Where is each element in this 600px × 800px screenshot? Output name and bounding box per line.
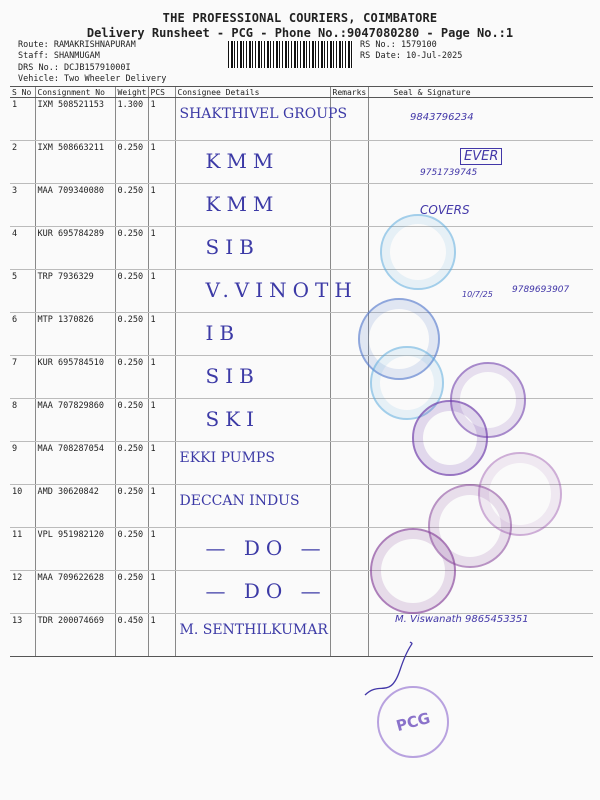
row-weight: 0.250 (115, 270, 148, 313)
row-pcs: 1 (148, 270, 175, 313)
row-remarks (330, 485, 368, 528)
rs-number: RS No.: 1579100 (360, 40, 437, 50)
row-weight: 0.250 (115, 356, 148, 399)
row-sno: 12 (10, 571, 35, 614)
barcode (228, 41, 353, 68)
row-remarks (330, 528, 368, 571)
row-consignee (175, 571, 330, 614)
stamp-bank-1 (380, 214, 456, 290)
consignee-handwriting: SIB (205, 364, 260, 388)
row-pcs: 1 (148, 141, 175, 184)
row-seal-signature (368, 98, 593, 141)
consignee-handwriting: SHAKTHIVEL GROUPS (179, 106, 348, 122)
row-weight: 1.300 (115, 98, 148, 141)
consignee-handwriting: KMM (205, 192, 280, 216)
row-remarks (330, 442, 368, 485)
row-consignment-no: MAA 709340080 (35, 184, 115, 227)
row-pcs: 1 (148, 399, 175, 442)
consignee-handwriting: — DO — (205, 579, 327, 603)
row-pcs: 1 (148, 227, 175, 270)
drs-label: DRS No.: DCJB15791000I (18, 63, 131, 73)
table-row (10, 270, 593, 313)
consignee-handwriting: V.VINOTH (205, 278, 358, 302)
table-row (10, 184, 593, 227)
row-consignee (175, 227, 330, 270)
row-pcs: 1 (148, 571, 175, 614)
stamp-ekki (412, 400, 488, 476)
signature-13: M. Viswanath 9865453351 (395, 614, 529, 625)
row-weight: 0.250 (115, 528, 148, 571)
col-consignee: Consignee Details (175, 87, 330, 98)
row-sno: 6 (10, 313, 35, 356)
row-sno: 8 (10, 399, 35, 442)
col-sno: S No (10, 87, 35, 98)
row-consignee (175, 313, 330, 356)
consignee-handwriting: SIB (205, 235, 260, 259)
signature-5-date: 10/7/25 (462, 290, 493, 299)
consignee-handwriting: SKI (205, 407, 261, 431)
row-consignment-no: MAA 707829860 (35, 399, 115, 442)
row-consignment-no: MAA 708287054 (35, 442, 115, 485)
row-remarks (330, 399, 368, 442)
row-pcs: 1 (148, 442, 175, 485)
row-consignment-no: VPL 951982120 (35, 528, 115, 571)
consignee-handwriting: KMM (205, 149, 280, 173)
row-consignment-no: KUR 695784510 (35, 356, 115, 399)
runsheet-subtitle: Delivery Runsheet - PCG - Phone No.:9047080280 - Page No.:1 (86, 26, 514, 40)
row-sno: 1 (10, 98, 35, 141)
row-weight: 0.250 (115, 141, 148, 184)
row-pcs: 1 (148, 528, 175, 571)
row-pcs: 1 (148, 356, 175, 399)
signature-3-phone: 9751739745 (420, 168, 478, 178)
row-consignee (175, 141, 330, 184)
row-sno: 11 (10, 528, 35, 571)
table-header-row (10, 87, 593, 98)
row-sno: 13 (10, 614, 35, 657)
row-sno: 2 (10, 141, 35, 184)
route-label: Route: RAMAKRISHNAPURAM (18, 40, 136, 50)
row-weight: 0.250 (115, 313, 148, 356)
signature-1-phone: 9843796234 (410, 112, 474, 123)
signature-5-phone: 9789693907 (512, 285, 570, 295)
row-consignment-no: KUR 695784289 (35, 227, 115, 270)
row-consignee (175, 399, 330, 442)
table-row (10, 571, 593, 614)
row-weight: 0.250 (115, 571, 148, 614)
row-consignee (175, 528, 330, 571)
row-consignment-no: MTP 1370826 (35, 313, 115, 356)
consignee-handwriting: IB (205, 321, 241, 345)
staff-label: Staff: SHANMUGAM (18, 51, 100, 61)
table-row (10, 141, 593, 184)
row-sno: 7 (10, 356, 35, 399)
row-weight: 0.250 (115, 442, 148, 485)
row-remarks (330, 141, 368, 184)
row-pcs: 1 (148, 614, 175, 657)
row-remarks (330, 571, 368, 614)
row-consignee (175, 270, 358, 313)
row-weight: 0.250 (115, 227, 148, 270)
row-weight: 0.250 (115, 485, 148, 528)
rs-date: RS Date: 10-Jul-2025 (360, 51, 463, 61)
row-remarks (330, 184, 368, 227)
row-sno: 10 (10, 485, 35, 528)
row-pcs: 1 (148, 485, 175, 528)
row-weight: 0.250 (115, 184, 148, 227)
col-weight: Weight (115, 87, 148, 98)
row-consignment-no: AMD 30620842 (35, 485, 115, 528)
consignee-handwriting: EKKI PUMPS (179, 450, 275, 466)
row-consignment-no: TDR 200074669 (35, 614, 115, 657)
col-pcs: PCS (148, 87, 175, 98)
stamp-deccan-2 (370, 528, 456, 614)
row-consignee (175, 98, 348, 141)
row-pcs: 1 (148, 184, 175, 227)
row-sno: 9 (10, 442, 35, 485)
row-consignment-no: IXM 508663211 (35, 141, 115, 184)
table-row (10, 227, 593, 270)
table-row (10, 98, 593, 141)
col-consignment: Consignment No (35, 87, 115, 98)
row-pcs: 1 (148, 313, 175, 356)
row-consignment-no: TRP 7936329 (35, 270, 115, 313)
row-weight: 0.450 (115, 614, 148, 657)
table-row (10, 313, 593, 356)
consignee-handwriting: DECCAN INDUS (179, 493, 300, 509)
row-consignee (175, 485, 330, 528)
row-consignment-no: IXM 508521153 (35, 98, 115, 141)
row-consignee (175, 356, 330, 399)
row-consignee (175, 442, 330, 485)
row-remarks (330, 356, 368, 399)
row-consignee (175, 184, 330, 227)
row-pcs: 1 (148, 98, 175, 141)
row-consignment-no: MAA 709622628 (35, 571, 115, 614)
col-seal: Seal & Signature (368, 87, 593, 98)
row-remarks (330, 227, 368, 270)
signature-3-text: COVERS (420, 203, 470, 217)
pcg-signature-stroke (360, 640, 420, 710)
company-title: THE PROFESSIONAL COURIERS, COIMBATORE (162, 11, 438, 25)
consignee-handwriting: — DO — (205, 536, 327, 560)
row-weight: 0.250 (115, 399, 148, 442)
consignee-handwriting: M. SENTHILKUMAR (179, 622, 328, 638)
col-remarks: Remarks (330, 87, 368, 98)
signature-2-text: EVER (460, 148, 502, 165)
stamp-pcg-text: PCG (394, 708, 432, 736)
vehicle-label: Vehicle: Two Wheeler Delivery (18, 74, 167, 84)
row-sno: 3 (10, 184, 35, 227)
row-consignee (175, 614, 330, 657)
row-sno: 4 (10, 227, 35, 270)
row-sno: 5 (10, 270, 35, 313)
